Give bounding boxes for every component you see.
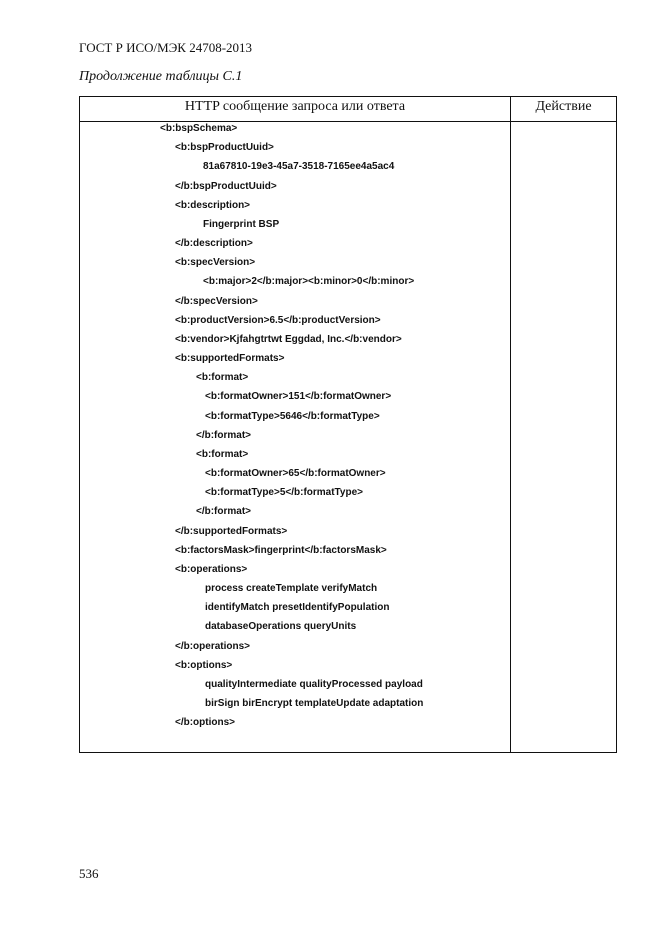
code-line: <b:major>2</b:major><b:minor>0</b:minor>	[203, 276, 415, 288]
code-line: birSign birEncrypt templateUpdate adaptation	[205, 698, 424, 710]
code-line: <b:formatType>5646</b:formatType>	[205, 410, 380, 422]
code-line: <b:format>	[196, 448, 249, 460]
code-line: <b:factorsMask>fingerprint</b:factorsMask>	[175, 544, 387, 556]
code-line: </b:options>	[175, 717, 235, 729]
document-header: ГОСТ Р ИСО/МЭК 24708-2013	[79, 40, 253, 55]
code-line: </b:operations>	[175, 640, 251, 652]
code-line: <b:description>	[175, 199, 251, 211]
code-line: <b:operations>	[175, 563, 248, 575]
code-line: <b:options>	[175, 659, 233, 671]
code-line: </b:format>	[196, 429, 252, 441]
code-line: databaseOperations queryUnits	[205, 621, 357, 633]
table-continuation-caption: Продолжение таблицы С.1	[79, 69, 243, 84]
code-line: <b:formatType>5</b:formatType>	[205, 487, 363, 499]
code-line: </b:bspProductUuid>	[175, 180, 277, 192]
code-line: </b:specVersion>	[175, 295, 258, 307]
code-line: </b:description>	[175, 238, 253, 250]
code-line: <b:bspProductUuid>	[175, 142, 274, 154]
column-divider	[510, 97, 511, 752]
code-line: <b:productVersion>6.5</b:productVersion>	[175, 314, 381, 326]
code-line: qualityIntermediate qualityProcessed payload	[205, 678, 423, 690]
code-line: <b:vendor>Kjfahgtrtwt Eggdad, Inc.</b:vendor>	[175, 333, 402, 345]
code-line: identifyMatch presetIdentifyPopulation	[205, 602, 390, 614]
column-header-message: HTTP сообщение запроса или ответа	[184, 99, 406, 114]
code-line: <b:formatOwner>65</b:formatOwner>	[205, 468, 386, 480]
code-line: Fingerprint BSP	[203, 218, 280, 230]
message-table	[79, 96, 617, 753]
column-header-action: Действие	[535, 99, 592, 114]
code-line: <b:supportedFormats>	[175, 353, 285, 365]
code-line: </b:supportedFormats>	[175, 525, 288, 537]
code-line: <b:format>	[196, 372, 249, 384]
code-line: <b:formatOwner>151</b:formatOwner>	[205, 391, 392, 403]
code-line: process createTemplate verifyMatch	[205, 583, 378, 595]
code-line: <b:bspSchema>	[160, 123, 238, 134]
page-number: 536	[79, 866, 99, 881]
table-header-row	[80, 97, 616, 122]
code-line: 81a67810-19e3-45a7-3518-7165ee4a5ac4	[203, 161, 395, 173]
code-line: <b:specVersion>	[175, 257, 256, 269]
code-line: </b:format>	[196, 506, 252, 518]
